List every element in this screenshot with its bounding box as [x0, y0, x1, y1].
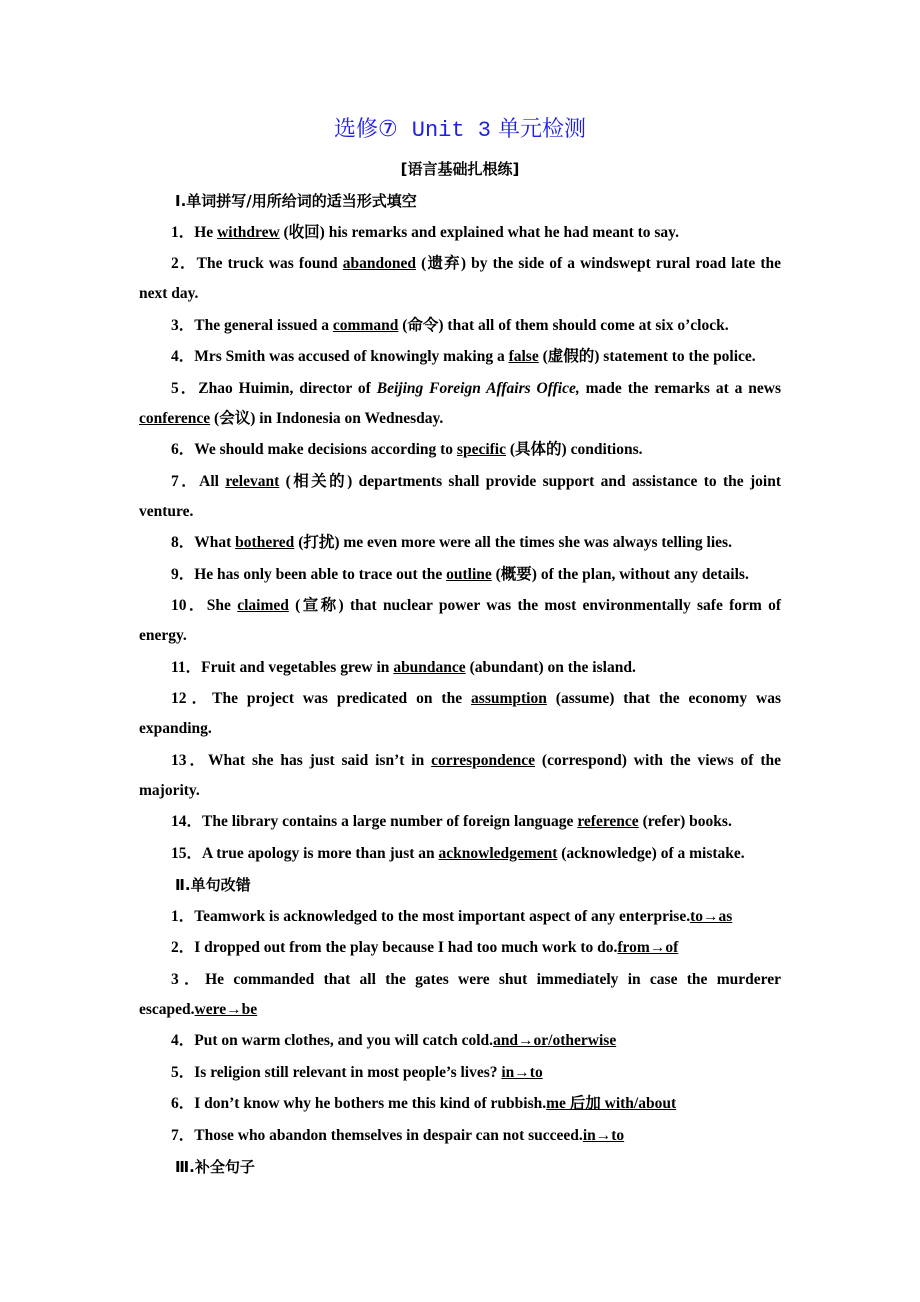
exercise-item	[139, 902, 781, 932]
exercise-item	[139, 560, 781, 590]
item-text: (correspond) with the views of the majority.	[139, 751, 781, 799]
answer-text: in→to	[582, 1126, 625, 1144]
exercise-item	[139, 1058, 781, 1088]
item-text: (会议) in Indonesia on Wednesday.	[210, 409, 444, 427]
item-text: 6．I don’t know why he bothers me this kind of rubbish.	[171, 1095, 547, 1112]
item-text: 5．Zhao Huimin, director of	[171, 379, 377, 397]
item-text: 5．Is religion still relevant in most people’s lives?	[171, 1063, 502, 1081]
answer-text: claimed	[237, 597, 289, 614]
exercise-item	[139, 684, 781, 744]
exercise-item	[139, 1026, 781, 1056]
item-text: 8．What	[171, 534, 236, 551]
item-text: (收回) his remarks and explained what he had meant to say.	[279, 223, 679, 241]
exercise-item	[139, 435, 781, 465]
exercise-item	[139, 311, 781, 341]
answer-text: abundance	[393, 658, 466, 676]
title-prefix: 选修⑦	[334, 117, 398, 142]
document-title	[0, 112, 920, 143]
answer-text: reference	[577, 813, 639, 830]
item-text: 6．We should make decisions according to	[171, 441, 457, 458]
answer-text: command	[332, 316, 399, 334]
answer-text: correspondence	[431, 751, 536, 769]
title-suffix: 单元检测	[497, 117, 586, 142]
title-unit: Unit 3	[411, 118, 491, 143]
item-text: (abundant) on the island.	[465, 658, 636, 676]
exercise-item	[139, 467, 781, 527]
item-text: (遗弃) by the side of a windswept rural road late the next day.	[139, 255, 782, 302]
answer-text: conference	[139, 409, 211, 427]
item-text: 1．He	[171, 223, 218, 241]
item-text: (refer) books.	[638, 813, 732, 830]
item-text: 10．She	[171, 597, 238, 614]
exercise-item	[139, 218, 781, 248]
item-text: 1．Teamwork is acknowledged to the most important aspect of any enterprise.	[171, 907, 691, 925]
answer-text: in→to	[501, 1063, 543, 1081]
section-heading: Ⅱ.单句改错	[175, 876, 251, 894]
document-body	[139, 186, 781, 1184]
item-text: (相关的) departments shall provide support and assistance to the joint venture.	[139, 472, 781, 520]
item-text: (具体的) conditions.	[506, 441, 643, 458]
item-text: 2．The truck was found	[171, 255, 343, 272]
item-text: 2．I dropped out from the play because I had too much work to do.	[171, 939, 618, 956]
answer-text: false	[508, 348, 539, 365]
document-subtitle: [语言基础扎根练]	[400, 160, 520, 178]
exercise-item	[139, 1121, 781, 1151]
answer-text: outline	[446, 565, 492, 583]
item-text: 12．The project was predicated on the	[171, 690, 472, 707]
exercise-item	[139, 528, 781, 558]
answer-text: specific	[456, 441, 506, 458]
item-text: made the remarks at a news	[579, 379, 781, 397]
exercise-item	[139, 249, 781, 309]
item-text: (虚假的) statement to the police.	[538, 348, 756, 365]
item-text: (概要) of the plan, without any details.	[491, 565, 749, 583]
item-text: 4．Mrs Smith was accused of knowingly making a	[171, 348, 509, 365]
item-text: 11．Fruit and vegetables grew in	[171, 658, 394, 676]
exercise-item	[139, 807, 781, 837]
answer-text: acknowledgement	[438, 844, 558, 862]
item-text: 13．What she has just said isn’t in	[171, 751, 432, 769]
answer-text: withdrew	[217, 223, 280, 241]
item-text: Beijing Foreign Affairs Office,	[376, 379, 580, 397]
item-text: 14．The library contains a large number of foreign language	[171, 813, 578, 830]
exercise-item	[139, 746, 781, 806]
exercise-item	[139, 591, 781, 651]
answer-text: from→of	[617, 939, 679, 956]
exercise-item	[139, 839, 781, 869]
exercise-item	[139, 1089, 781, 1119]
item-text: (命令) that all of them should come at six o’clock.	[398, 316, 729, 334]
item-text: 3．The general issued a	[171, 316, 333, 334]
item-text: (打扰) me even more were all the times she was always telling lies.	[294, 534, 732, 551]
item-text: 7．Those who abandon themselves in despair can not succeed.	[171, 1126, 583, 1144]
item-text: 15．A true apology is more than just an	[171, 844, 439, 862]
answer-text: and→or/otherwise	[493, 1032, 617, 1049]
answer-text: bothered	[235, 534, 295, 551]
answer-text: assumption	[471, 690, 547, 707]
exercise-item	[139, 374, 781, 434]
answer-text: relevant	[225, 472, 280, 490]
item-text: (宣称) that nuclear power was the most environmentally safe form of energy.	[139, 597, 782, 644]
exercise-item	[139, 342, 781, 372]
answer-text: me 后加 with/about	[546, 1095, 677, 1112]
section-heading: Ⅲ.补全句子	[175, 1158, 255, 1176]
exercise-item	[139, 933, 781, 963]
answer-text: abandoned	[342, 255, 417, 272]
exercise-item	[139, 653, 781, 683]
item-text: (assume) that the economy was expanding.	[139, 690, 782, 737]
item-text: 4．Put on warm clothes, and you will catch cold.	[171, 1032, 494, 1049]
answer-text: to→as	[690, 907, 733, 925]
item-text: 7．All	[171, 472, 226, 490]
item-text: 9．He has only been able to trace out the	[171, 565, 447, 583]
item-text: (acknowledge) of a mistake.	[557, 844, 745, 862]
exercise-item	[139, 965, 781, 1025]
answer-text: were→be	[194, 1000, 258, 1018]
section-heading: Ⅰ.单词拼写/用所给词的适当形式填空	[175, 192, 417, 210]
item-text: 3．He commanded that all the gates were shut immediately in case the murderer escaped.	[139, 970, 781, 1018]
